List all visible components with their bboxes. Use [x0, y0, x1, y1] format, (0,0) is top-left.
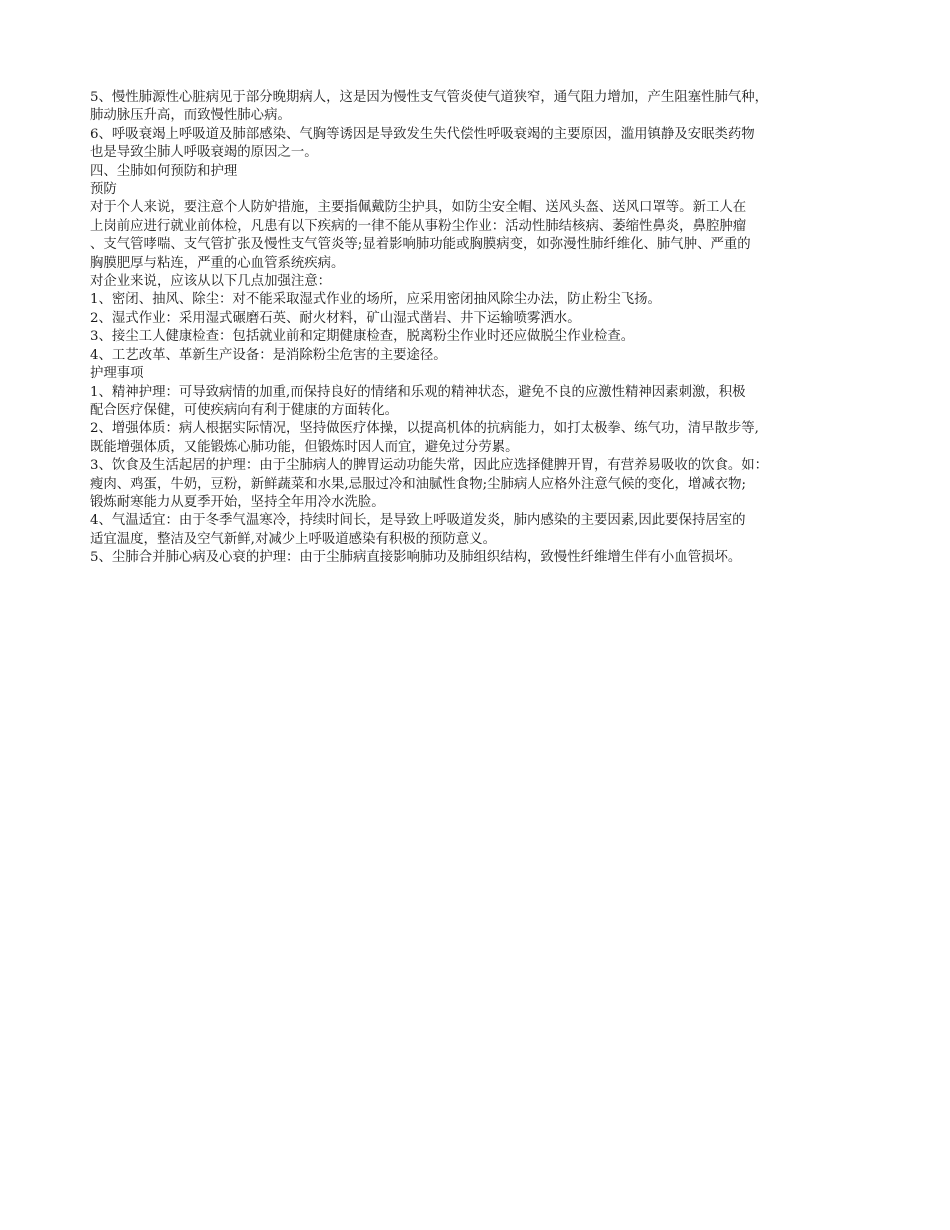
subheading-care	[90, 365, 870, 383]
list-item-enterprise-1	[90, 291, 870, 309]
paragraph-copd-heart-disease	[90, 89, 870, 126]
text-line: 也是导致尘肺人呼吸衰竭的原因之一。	[90, 145, 318, 161]
text-line: 2、湿式作业：采用湿式碾磨石英、耐火材料，矿山湿式凿岩、井下运输喷雾洒水。	[90, 310, 581, 326]
document-body	[90, 89, 870, 568]
text-line: 3、饮食及生活起居的护理：由于尘肺病人的脾胃运动功能失常，因此应选择健脾开胃，有营养易吸收的饮食。如：	[90, 458, 769, 474]
text-line: 1、密闭、抽风、除尘：对不能采取湿式作业的场所，应采用密闭抽风除尘办法，防止粉尘飞扬。	[90, 292, 661, 308]
section-heading-prevention-care	[90, 163, 870, 181]
paragraph-enterprise-intro	[90, 273, 870, 291]
text-line: 对于个人来说，要注意个人防妒措施，主要指佩戴防尘护具，如防尘安全帽、送风头盔、送风口罩等。新工人在	[90, 200, 747, 216]
text-line: 4、工艺改革、革新生产设备：是消除粉尘危害的主要途径。	[90, 347, 447, 363]
paragraph-individual-protection	[90, 199, 870, 273]
text-line: 4、气温适宜：由于冬季气温寒冷，持续时间长，是导致上呼吸道发炎，肺内感染的主要因素,因此要保持居室的	[90, 513, 746, 529]
text-line: 瘦肉、鸡蛋，牛奶，豆粉，新鲜蔬菜和水果,忌服过冷和油腻性食物;尘肺病人应格外注意气候的变化，增减衣物;	[90, 476, 747, 492]
list-item-care-5	[90, 549, 870, 567]
text-line: 6、呼吸衰竭上呼吸道及肺部感染、气胸等诱因是导致发生失代偿性呼吸衰竭的主要原因，滥用镇静及安眠类药物	[90, 126, 755, 142]
text-line: 锻炼耐寒能力从夏季开始，坚持全年用冷水洗脸。	[90, 494, 385, 510]
list-item-care-4	[90, 512, 870, 549]
text-line: 5、尘肺合并肺心病及心衰的护理：由于尘肺病直接影响肺功及肺组织结构，致慢性纤维增生伴有小血管损坏。	[90, 550, 742, 566]
text-line: 2、增强体质：病人根据实际情况，坚持做医疗体操，以提高机体的抗病能力，如打太极拳、练气功，清早散步等,	[90, 421, 759, 437]
list-item-enterprise-3	[90, 328, 870, 346]
text-line: 5、慢性肺源性心脏病见于部分晚期病人，这是因为慢性支气管炎使气道狭窄，通气阻力增加，产生阻塞性肺气种，	[90, 90, 769, 105]
text-line: 胸膜肥厚与粘连，严重的心血管系统疾病。	[90, 255, 345, 271]
text-line: 预防	[90, 182, 117, 198]
text-line: 适宜温度，整洁及空气新鲜,对减少上呼吸道感染有积极的预防意义。	[90, 531, 496, 547]
text-line: 上岗前应进行就业前体检，凡患有以下疾病的一律不能从事粉尘作业：活动性肺结核病、萎缩性鼻炎，鼻腔肿瘤	[90, 218, 747, 234]
list-item-care-3	[90, 457, 870, 512]
text-line: 配合医疗保健，可使疾病向有利于健康的方面转化。	[90, 402, 398, 418]
list-item-care-2	[90, 420, 870, 457]
text-line: 护理事项	[90, 366, 144, 382]
text-line: 既能增强体质，又能锻炼心肺功能，但锻炼时因人而宜，避免过分劳累。	[90, 439, 519, 455]
text-line: 肺动脉压升高，而致慢性肺心病。	[90, 108, 291, 124]
list-item-enterprise-2	[90, 310, 870, 328]
text-line: 、支气管哮喘、支气管扩张及慢性支气管炎等;显着影响肺功能或胸膜病变，如弥漫性肺纤维化、肺气肿、严重的	[90, 237, 751, 253]
text-line: 3、接尘工人健康检查：包括就业前和定期健康检查，脱离粉尘作业时还应做脱尘作业检查。	[90, 329, 635, 345]
list-item-care-1	[90, 384, 870, 421]
subheading-prevention	[90, 181, 870, 199]
text-line: 1、精神护理：可导致病情的加重,而保持良好的情绪和乐观的精神状态，避免不良的应激性精神因素刺激，积极	[90, 384, 746, 400]
text-line: 四、尘肺如何预防和护理	[90, 163, 238, 179]
list-item-enterprise-4	[90, 347, 870, 365]
text-line: 对企业来说，应该从以下几点加强注意：	[90, 274, 332, 290]
paragraph-respiratory-failure	[90, 126, 870, 163]
